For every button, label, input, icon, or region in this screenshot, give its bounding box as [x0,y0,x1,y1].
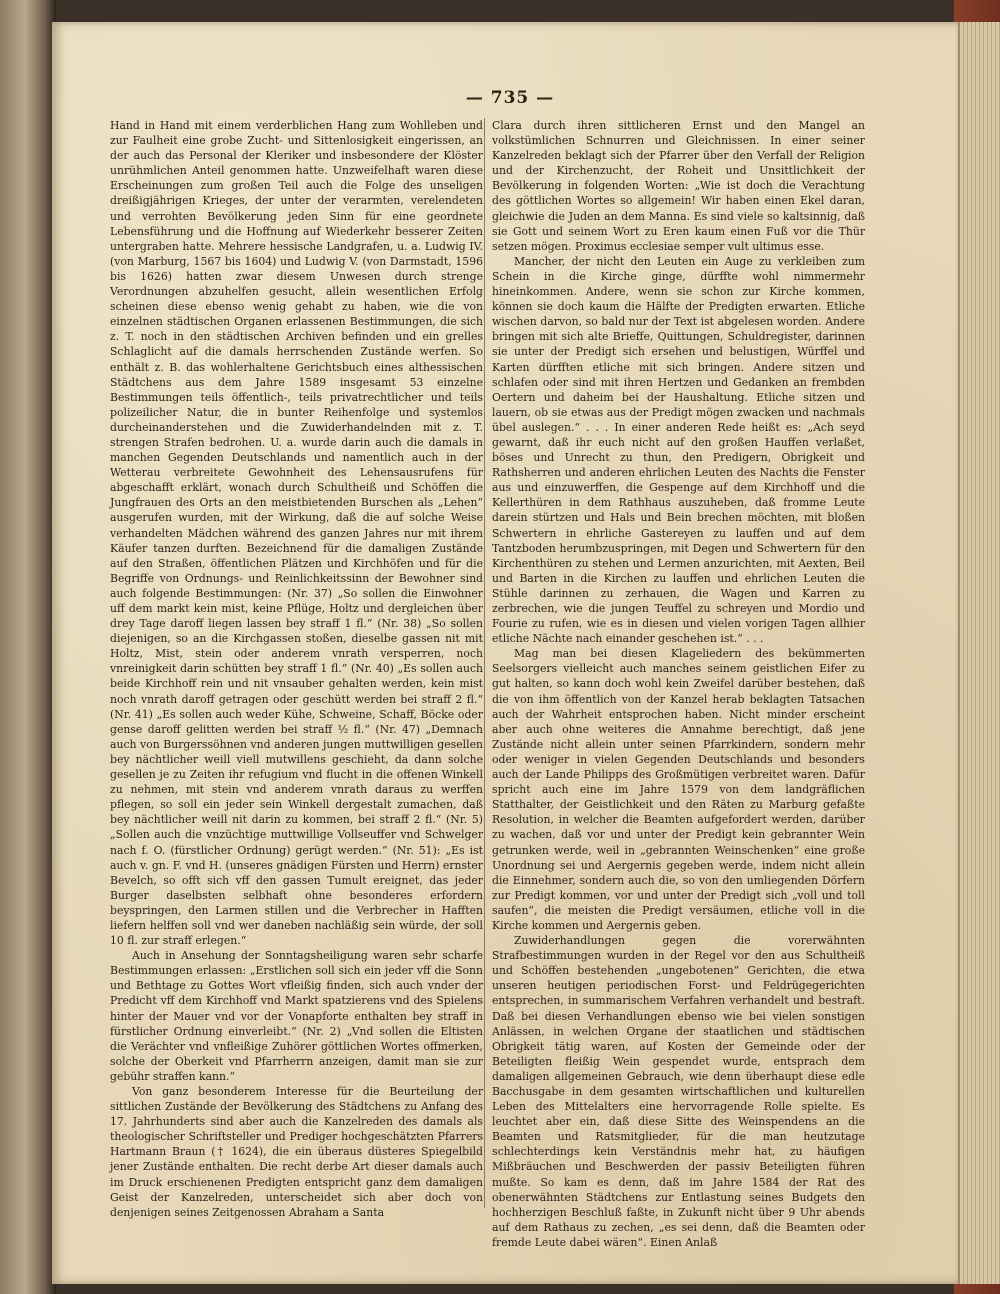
page-stack-edges [958,22,1000,1284]
left-text-column [110,118,483,1219]
paragraph: Clara durch ihren sittlicheren Ernst und den Mangel an volkstümlichen Schnurren und Gleichnissen. In einer seiner Kanzelreden beklagt sich der Pfarrer über den Verfall der Religion und der Kirchenzucht, der Roheit und Unsittlichkeit der Bevölkerung in folgenden Worten: „Wie ist doch die Verachtung des göttlichen Wortes so allgemein! Wir haben einen Ekel daran, gleichwie die Juden an dem Manna. Es sind viele so kaltsinnig, daß sie Gott und seinem Wort zu Eren kaum einen Fuß vor die Thür setzen mögen. Proximus ecclesiae semper vult ultimus esse. [492,119,865,253]
column-divider [484,118,485,1208]
paragraph: Zuwiderhandlungen gegen die vorerwähnten Strafbestimmungen wurden in der Regel vor den aus Schultheiß und Schöffen bestehenden „ungebotenen“ Gerichten, die etwa unseren heutigen periodischen Forst- und Feldrügegerichten entsprechen, in summarischem Verfahren verhandelt und bestraft. Daß bei diesen Verhandlungen ebenso wie bei vielen sonstigen Anlässen, in welchen Organe der staatlichen und städtischen Obrigkeit tätig waren, auf Kosten der Gemeinde oder der Beteiligten fleißig Wein gespendet wurde, entsprach dem damaligen allgemeinen Gebrauch, wie denn überhaupt diese edle Bacchusgabe in dem gesamten wirtschaftlichen und kulturellen Leben des Mittelalters eine hervorragende Rolle spielte. Es leuchtet aber ein, daß diese Sitte des Weinspendens an die Beamten und Ratsmitglieder, für die man heutzutage schlechterdings kein Verständnis mehr hat, zu häufigen Mißbräuchen und Beschwerden der passiv Beteiligten führen mußte. So kam es denn, daß im Jahre 1584 der Rat des obenerwähnten Städtchens zur Entlastung seines Budgets den hochherzigen Beschluß faßte, in Zukunft nicht über 9 Uhr abends auf dem Rathaus zu zechen, „es sei denn, daß die Beamten oder fremde Leute dabei wären“. Einen Anlaß [492,934,865,1249]
paragraph: Mag man bei diesen Klageliedern des bekümmerten Seelsorgers vielleicht auch manches seinem geistlichen Eifer zu gut halten, so kann doch wohl kein Zweifel darüber bestehen, daß die von ihm öffentlich von der Kanzel herab beklagten Tatsachen auch der Wahrheit entsprochen haben. Nicht minder erscheint aber auch ohne weiteres die Annahme berechtigt, daß jene Zustände nicht allein unter seinen Pfarrkindern, sondern mehr oder weniger in vielen Gegenden Deutschlands und besonders auch der Lande Philipps des Großmütigen verbreitet waren. Dafür spricht auch eine im Jahre 1579 von dem landgräflichen Statthalter, der Geistlichkeit und den Räten zu Marburg gefaßte Resolution, in welcher die Beamten aufgefordert werden, darüber zu wachen, daß vor und unter der Predigt kein gebrannter Wein getrunken werde, weil in „gebrannten Weinschenken“ eine große Unordnung sei und Aergernis gegeben werde, indem nicht allein die Einnehmer, sondern auch die, so von den umliegenden Dörfern zur Predigt kommen, vor und unter der Predigt sich „voll und toll saufen“, die meisten die Predigt versäumen, etliche voll in die Kirche kommen und Aergernis geben. [492,647,865,932]
right-text-column [492,118,865,1249]
paragraph: Auch in Ansehung der Sonntagsheiligung waren sehr scharfe Bestimmungen erlassen: „Erstlichen soll sich ein jeder vff die Sonn und Bethtage zu Gottes Wort vfleißig finden, sich auch vnder der Predicht vff dem Kirchhoff vnd Markt spatzierens vnd des Spielens hinter der Mauer vnd vor der Vonapforte enthalten bey straff in fürstlicher Ordnung einverleibt.“ (Nr. 2) „Vnd sollen die Eltisten die Verächter vnd vnfleißige Zuhörer göttlichen Wortes offmerken, solche der Oberkeit vnd Pfarrherrn anzeigen, damit man sie zur gebühr straffen kann.“ [110,949,483,1083]
binding-edge [0,0,56,1294]
paragraph: Hand in Hand mit einem verderblichen Hang zum Wohlleben und zur Faulheit eine grobe Zucht- und Sittenlosigkeit eingerissen, an der auch das Personal der Kleriker und insbesondere der Klöster unrühmlichen Anteil genommen hatte. Unzweifelhaft waren diese Erscheinungen zum großen Teil auch die Folge des unseligen dreißigjährigen Krieges, der unter der verarmten, verelendeten und verrohten Bevölkerung jeden Sinn für eine geordnete Lebensführung und die Hoffnung auf Wiederkehr besserer Zeiten untergraben hatte. Mehrere hessische Landgrafen, u. a. Ludwig IV. (von Marburg, 1567 bis 1604) und Ludwig V. (von Darmstadt, 1596 bis 1626) hatten zwar diesem Unwesen durch strenge Verordnungen abzuhelfen gesucht, allein wesentlichen Erfolg scheinen diese ebenso wenig gehabt zu haben, wie die von einzelnen städtischen Organen erlassenen Bestimmungen, die sich z. T. noch in den städtischen Archiven befinden und ein grelles Schlaglicht auf die damals herrschenden Zustände werfen. So enthält z. B. das wohlerhaltene Gerichtsbuch eines althessischen Städtchens aus dem Jahre 1589 insgesamt 53 einzelne Bestimmungen teils öffentlich-, teils privatrechtlicher und teils polizeilicher Natur, die in bunter Reihenfolge und systemlos durcheinanderstehen und die Zuwiderhandelnden mit z. T. strengen Strafen bedrohen. U. a. wurde darin auch die damals in manchen Gegenden Deutschlands und namentlich auch in der Wetterau verbreitete Gewohnheit des Lehensausrufens für abgeschafft erklärt, wonach durch Schultheiß und Schöffen die Jungfrauen des Orts an den meistbietenden Burschen als „Lehen“ ausgerufen wurden, mit der Wirkung, daß die auf solche Weise verhandelten Mädchen während des ganzen Jahres nur mit ihrem Käufer tanzen durften. Bezeichnend für die damaligen Zustände auf den Straßen, öffentlichen Plätzen und Kirchhöfen und für die Begriffe von Ordnungs- und Reinlichkeitssinn der Bewohner sind auch folgende Bestimmungen: (Nr. 37) „So sollen die Einwohner uff dem markt kein mist, keine Pflüge, Holtz und dergleichen über drey Tage daroff liegen lassen bey straff 1 fl.“ (Nr. 38) „So sollen diejenigen, so an die Kirchgassen stoßen, dieselbe gassen nit mit Holtz, Mist, stein oder anderem vnrath versperren, noch vnreinigkeit darin schütten bey straff 1 fl.“ (Nr. 40) „Es sollen auch beide Kirchhoff rein und nit vnsauber gehalten werden, kein mist noch vnrath daroff getragen oder geschütt werden bei straff 2 fl.“ (Nr. 41) „Es sollen auch weder Kühe, Schweine, Schaff, Böcke oder gense daroff gelitten werden bei straff ½ fl.“ (Nr. 47) „Demnach auch von Burgerssöhnen vnd anderen jungen muttwilligen gesellen bey nächtlicher weill viell mutwillens geschieht, da dann solche gesellen je zu Zeiten ihr refugium vnd flucht in die offenen Winkell zu nehmen, mit stein vnd anderem vnrath daraus zu werffen pflegen, so soll ein jeder sein Winkell dergestalt zumachen, daß bey nächtlicher weill nit darin zu kommen, bei straff 2 fl.“ (Nr. 5) „Sollen auch die vnzüchtige muttwillige Vollseuffer vnd Schwelger nach f. O. (fürstlicher Ordnung) gerügt werden.“ (Nr. 51): „Es ist auch v. gn. F. vnd H. (unseres gnädigen Fürsten und Herrn) ernster Bevelch, so offt sich vff den gassen Tumult ereignet, das jeder Burger daselbsten selbhaft ohne besonderes erfordern beyspringen, den Larmen stillen und die Verbrecher in Hafften liefern helffen soll vnd wer daneben nachläßig sein würde, der soll 10 fl. zur straff erlegen.“ [110,119,483,948]
page-number: — 735 — [465,88,555,108]
paragraph: Von ganz besonderem Interesse für die Beurteilung der sittlichen Zustände der Bevölkerung des Städtchens zu Anfang des 17. Jahrhunderts sind aber auch die Kanzelreden des damals als theologischer Schriftsteller und Prediger hochgeschätzten Pfarrers Hartmann Braun († 1624), die ein überaus düsteres Spiegelbild jener Zustände enthalten. Die recht derbe Art dieser damals auch im Druck erschienenen Predigten entspricht ganz dem damaligen Geist der Kanzelreden, unterscheidet sich aber doch von denjenigen seines Zeitgenossen Abraham a Santa [110,1085,483,1219]
paragraph: Mancher, der nicht den Leuten ein Auge zu verkleiben zum Schein in die Kirche ginge, dürffte wohl nimmermehr hineinkommen. Andere, wenn sie schon zur Kirche kommen, können sie doch kaum die Hälfte der Predigten erwarten. Etliche wischen darvon, so bald nur der Text ist abgelesen worden. Andere bringen mit sich alte Brieffe, Quittungen, Schuldregister, darinnen sie unter der Predigt sich ersehen und belustigen, Würffel und Karten dürfften etliche mit sich bringen. Andere sitzen und schlafen oder sind mit ihren Hertzen und Gedanken an frembden Oertern und daheim bei der Haushaltung. Etliche sitzen und lauern, ob sie etwas aus der Predigt mögen zwacken und nachmals übel auslegen.“ . . . In einer anderen Rede heißt es: „Ach seyd gewarnt, daß ihr euch nicht auf den großen Hauffen verlaßet, böses und Unrecht zu thun, den Predigern, Obrigkeit und Rathsherren und anderen ehrlichen Leuten des Nachts die Fenster aus und einzuwerffen, die Gespenge auf dem Kirchhoff und die Kellerthüren in dem Rathhaus auszuheben, daß fromme Leute darein stürtzen und Hals und Bein brechen möchten, mit bloßen Schwertern in ehrliche Gastereyen zu lauffen und auf dem Tantzboden herumbzuspringen, mit Degen und Schwertern für den Kirchenthüren zu stehen und Lermen anzurichten, mit Aexten, Beil und Barten in die Kirchen zu lauffen und ehrlichen Leuten die Stühle darinnen zu zerhauen, die Wagen und Karren zu zerbrechen, wie die jungen Teuffel zu schreyen und Mordio und Fourie zu rufen, wie es in diesen und vielen vorigen Tagen allhier etliche Nächte nach einander geschehen ist.“ . . . [492,254,865,646]
